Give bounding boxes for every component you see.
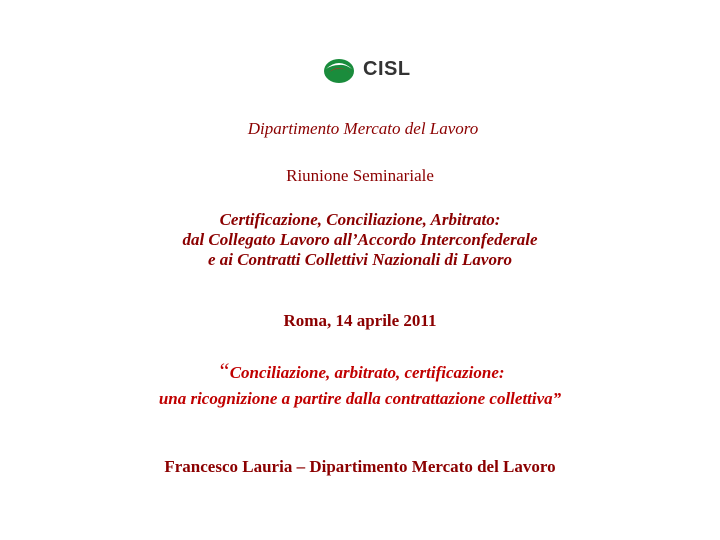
seminar-title-line-3: e ai Contratti Collettivi Nazionali di Lavoro	[207, 250, 513, 269]
talk-title-line-2: una ricognizione a partire dalla contrattazione collettiva”	[158, 389, 562, 408]
seminar-title-line-1: Certificazione, Conciliazione, Arbitrato:	[219, 210, 501, 229]
open-quote-mark: “	[217, 358, 230, 383]
event-type: Riunione Seminariale	[286, 166, 434, 185]
seminar-title-line-2: dal Collegato Lavoro all’Accordo Interconfederale	[182, 230, 538, 249]
seminar-title	[0, 210, 720, 270]
cisl-emblem-icon	[323, 54, 355, 84]
cisl-logo	[323, 54, 411, 84]
talk-title-line-1-wrap	[0, 358, 720, 386]
talk-title-line-1: Conciliazione, arbitrato, certificazione:	[229, 363, 505, 382]
event-date: Roma, 14 aprile 2011	[283, 311, 437, 330]
logo-text: CISL	[363, 58, 411, 80]
talk-title	[0, 358, 720, 412]
department-title: Dipartimento Mercato del Lavoro	[247, 119, 479, 138]
author-line: Francesco Lauria – Dipartimento Mercato del Lavoro	[164, 457, 556, 476]
